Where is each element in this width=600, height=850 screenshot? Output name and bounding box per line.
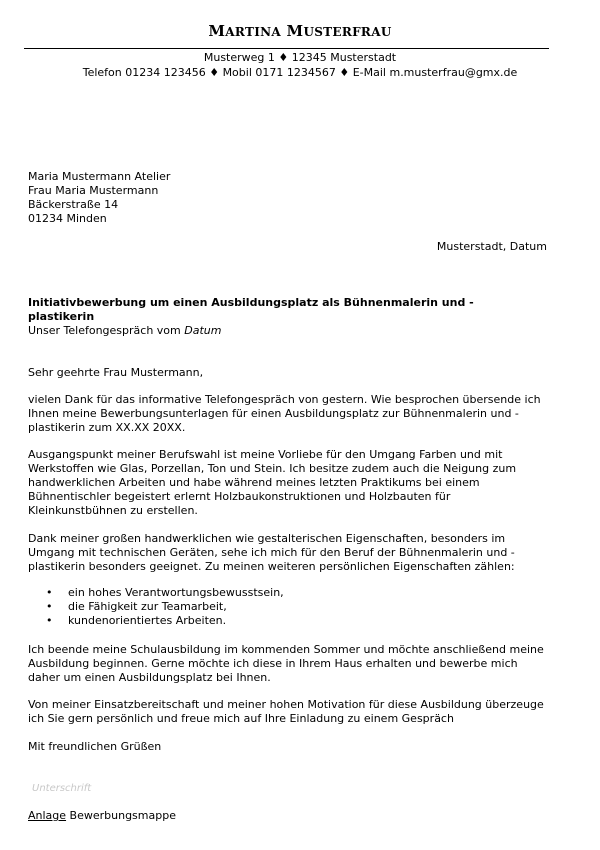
recipient-line: 01234 Minden [28,212,107,225]
place-date: Musterstadt, Datum [436,240,547,253]
reference-prefix: Unser Telefongespräch vom [28,324,181,337]
reference-date: Datum [184,324,222,337]
salutation: Sehr geehrte Frau Mustermann, [28,366,204,379]
enclosure-label: Anlage [28,809,67,822]
enclosure-text: Bewerbungsmappe [69,809,176,822]
body-paragraph-4: Ich beende meine Schulausbildung im kommenden Sommer und möchte anschließend meine Ausbildung beginnen. Gerne möchte ich diese in Ihrem Haus erhalten und bewerbe mich daher um einen Ausbildungsplatz bei Ihnen. [28,643,544,684]
closing: Mit freundlichen Grüßen [28,740,162,753]
recipient-line: Frau Maria Mustermann [28,184,159,197]
subject-reference [28,324,538,338]
signature-placeholder: Unterschrift [32,783,92,794]
bullet-icon: • [46,600,53,613]
recipient-line: Maria Mustermann Atelier [28,170,171,183]
list-item-text: kundenorientiertes Arbeiten. [68,614,227,627]
list-item [46,614,566,628]
body-paragraph-3: Dank meiner großen handwerklichen wie gestalterischen Eigenschaften, besonders im Umgang mit technischen Geräten, sehe ich mich für den Beruf der Bühnenmalerin und -plastikerin besonders geeignet. Zu meinen weiteren persönlichen Eigenschaften zählen: [28,532,515,573]
recipient-address [28,170,170,226]
enclosure [28,809,176,822]
list-item [46,586,566,600]
body-paragraph-2: Ausgangspunkt meiner Berufswahl ist meine Vorliebe für den Umgang Farben und mit Werkstoffen wie Glas, Porzellan, Ton und Stein. Ich besitze zudem auch die Neigung zum handwerklichen Arbeiten und habe während meines letzten Praktikums bei einem Bühnentischler begeistert erlernt Holzbaukonstruktionen und Holzbauten für Kleinkunstbühnen zu erstellen. [28,448,517,517]
list-item-text: die Fähigkeit zur Teamarbeit, [68,600,227,613]
qualities-list [46,586,566,628]
sender-address: Musterweg 1 ♦ 12345 Musterstadt [203,51,397,64]
subject-block [28,296,538,338]
bullet-icon: • [46,586,53,599]
bullet-icon: • [46,614,53,627]
recipient-line: Bäckerstraße 14 [28,198,119,211]
header-divider [24,48,549,49]
list-item [46,600,566,614]
body-paragraph-5: Von meiner Einsatzbereitschaft und meiner hohen Motivation für diese Ausbildung überzeuge ich Sie gern persönlich und freue mich auf Ihre Einladung zu einem Gespräch [28,698,544,725]
subject-title: Initiativbewerbung um einen Ausbildungsplatz als Bühnenmalerin und -plastikerin [28,296,474,323]
list-item-text: ein hohes Verantwortungsbewusstsein, [68,586,284,599]
sender-contact: Telefon 01234 123456 ♦ Mobil 0171 1234567 ♦ E-Mail m.musterfrau@gmx.de [82,66,518,79]
sender-name: MARTINA MUSTERFRAU [208,22,392,40]
body-paragraph-1: vielen Dank für das informative Telefongespräch von gestern. Wie besprochen übersende ich Ihnen meine Bewerbungsunterlagen für einen Ausbildungsplatz zur Bühnenmalerin und -plastikerin zum XX.XX 20XX. [28,393,541,434]
